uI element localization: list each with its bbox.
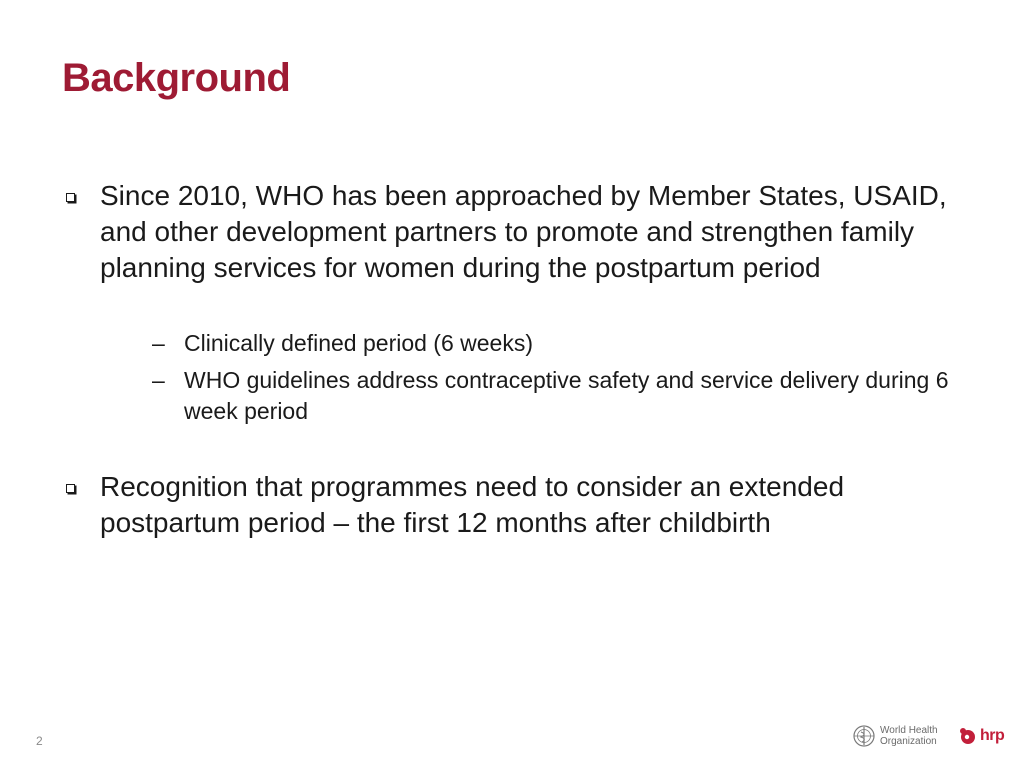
sub-bullet-list <box>100 328 962 427</box>
sub-bullet-item <box>100 365 962 427</box>
dash-bullet-icon: – <box>152 330 165 356</box>
sub-bullet-text: Clinically defined period (6 weeks) <box>184 330 533 356</box>
who-logo <box>852 724 950 748</box>
hrp-logo-text: hrp <box>980 727 1005 744</box>
square-bullet-icon <box>66 193 75 202</box>
who-logo-text: World Health Organization <box>880 725 938 747</box>
hrp-logo <box>958 726 1004 746</box>
square-bullet-icon <box>66 484 75 493</box>
bullet-item <box>62 469 962 541</box>
bullet-text: Recognition that programmes need to consider an extended postpartum period – the first 12 months after childbirth <box>100 471 845 538</box>
hrp-emblem-icon <box>958 726 978 746</box>
who-emblem-icon <box>852 724 876 748</box>
slide-title: Background <box>62 56 291 100</box>
bullet-list <box>62 178 962 541</box>
bullet-item <box>62 178 962 427</box>
sub-bullet-item <box>100 328 962 359</box>
dash-bullet-icon: – <box>152 367 165 393</box>
sub-bullet-text: WHO guidelines address contraceptive safety and service delivery during 6 week period <box>184 367 949 424</box>
bullet-text: Since 2010, WHO has been approached by Member States, USAID, and other development partners to promote and strengthen family planning services for women during the postpartum period <box>100 180 947 283</box>
page-number: 2 <box>36 734 43 748</box>
